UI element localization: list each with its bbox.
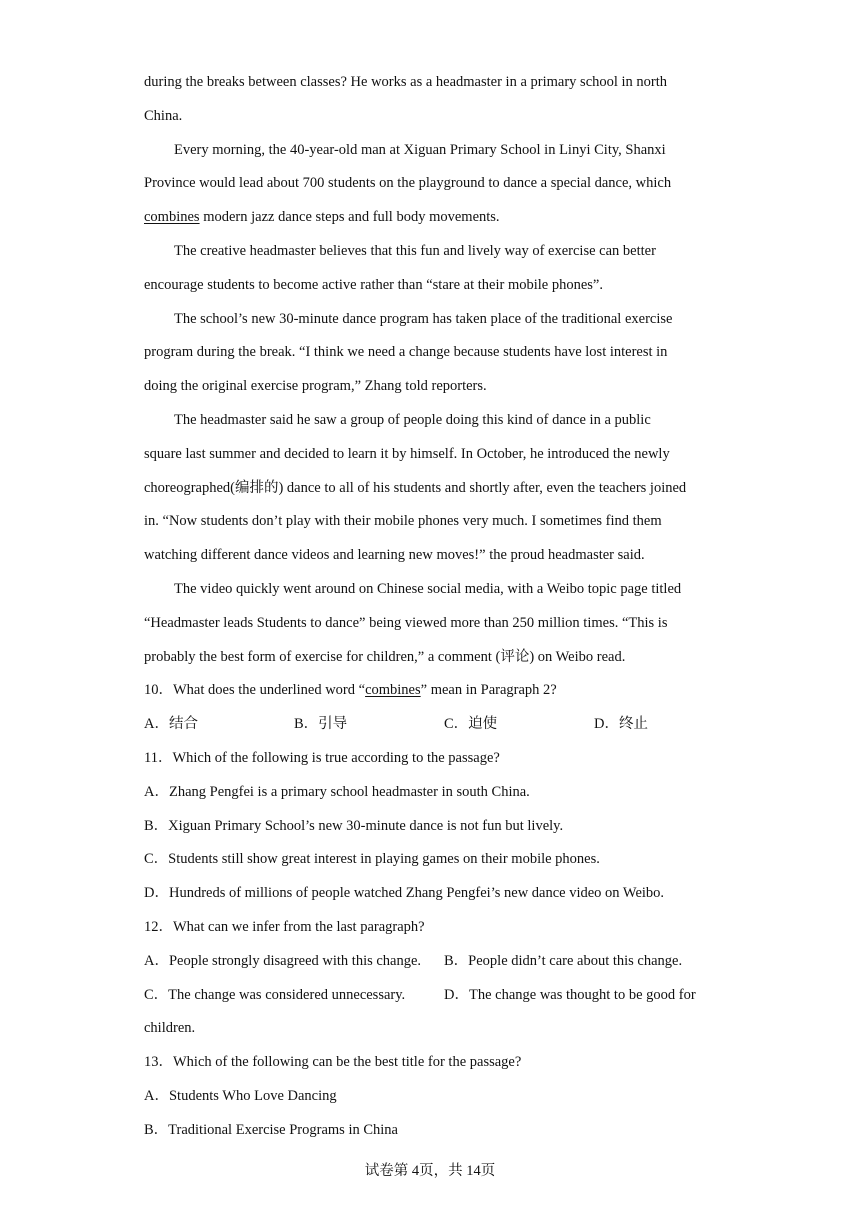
exam-page (144, 66, 716, 1148)
text-line: watching different dance videos and learning new moves!” the proud headmaster said. (144, 547, 645, 564)
option-c[interactable]: C．迫使 (444, 716, 498, 733)
page-footer: 试卷第 4页，共 14页 (364, 1163, 496, 1179)
text-line: Province would lead about 700 students on the playground to dance a special dance, which (144, 175, 672, 192)
option-d[interactable]: D．The change was thought to be good for (444, 986, 696, 1003)
question-12 (144, 911, 716, 1046)
option-d[interactable]: D．终止 (594, 716, 648, 733)
text-line: China. (144, 107, 183, 124)
question-stem: 13．Which of the following can be the best title for the passage? (144, 1054, 522, 1071)
option-d-continuation: children. (144, 1020, 196, 1037)
text-fragment: modern jazz dance steps and full body movements. (199, 209, 500, 226)
answer-options (144, 945, 716, 979)
text-fragment: ” mean in Paragraph 2? (420, 682, 557, 699)
answer-options (144, 708, 716, 742)
text-line: The headmaster said he saw a group of people doing this kind of dance in a public (174, 411, 651, 428)
option-a[interactable]: A．Students Who Love Dancing (144, 1087, 337, 1104)
text-line: choreographed(编排的) dance to all of his students and shortly after, even the teachers joined (144, 479, 687, 496)
question-10 (144, 674, 716, 742)
text-line: “Headmaster leads Students to dance” being viewed more than 250 million times. “This is (144, 614, 668, 631)
underlined-word: combines (144, 209, 200, 226)
text-line: square last summer and decided to learn it by himself. In October, he introduced the newly (144, 445, 670, 462)
option-a[interactable]: A．Zhang Pengfei is a primary school headmaster in south China. (144, 783, 530, 800)
question-11 (144, 742, 716, 911)
option-b[interactable]: B．Xiguan Primary School’s new 30-minute dance is not fun but lively. (144, 817, 564, 834)
passage-paragraph (144, 404, 716, 573)
text-line: during the breaks between classes? He works as a headmaster in a primary school in north (144, 74, 668, 90)
option-b[interactable]: B．引导 (294, 716, 348, 733)
text-line: program during the break. “I think we need a change because students have lost interest in (144, 344, 668, 361)
passage-paragraph (144, 66, 716, 134)
option-c[interactable]: C．The change was considered unnecessary. (144, 986, 406, 1003)
text-line: probably the best form of exercise for children,” a comment (评论) on Weibo read. (144, 648, 626, 665)
answer-options (144, 979, 716, 1013)
passage-paragraph (144, 303, 716, 404)
text-line: The video quickly went around on Chinese social media, with a Weibo topic page titled (174, 580, 682, 597)
option-a[interactable]: A．结合 (144, 716, 198, 733)
text-fragment: 10．What does the underlined word “ (144, 682, 366, 699)
option-c[interactable]: C．Students still show great interest in playing games on their mobile phones. (144, 851, 600, 868)
option-b[interactable]: B．Traditional Exercise Programs in China (144, 1121, 398, 1138)
passage-paragraph (144, 573, 716, 674)
question-stem: 12．What can we infer from the last paragraph? (144, 918, 425, 935)
text-line: The school’s new 30-minute dance program has taken place of the traditional exercise (174, 310, 673, 327)
text-line: The creative headmaster believes that this fun and lively way of exercise can better (174, 242, 656, 259)
text-line: Every morning, the 40-year-old man at Xiguan Primary School in Linyi City, Shanxi (174, 141, 666, 158)
option-b[interactable]: B．People didn’t care about this change. (444, 952, 683, 969)
text-line: encourage students to become active rather than “stare at their mobile phones”. (144, 276, 603, 293)
underlined-word: combines (365, 682, 421, 699)
option-d[interactable]: D．Hundreds of millions of people watched Zhang Pengfei’s new dance video on Weibo. (144, 885, 665, 902)
text-line (144, 201, 716, 235)
option-a[interactable]: A．People strongly disagreed with this change. (144, 952, 422, 969)
question-13 (144, 1046, 716, 1147)
passage-paragraph (144, 235, 716, 303)
passage-paragraph (144, 134, 716, 235)
text-line: doing the original exercise program,” Zhang told reporters. (144, 378, 487, 395)
question-stem: 11．Which of the following is true according to the passage? (144, 749, 500, 766)
question-stem (144, 674, 716, 708)
text-line: in. “Now students don’t play with their mobile phones very much. I sometimes find them (144, 513, 662, 530)
